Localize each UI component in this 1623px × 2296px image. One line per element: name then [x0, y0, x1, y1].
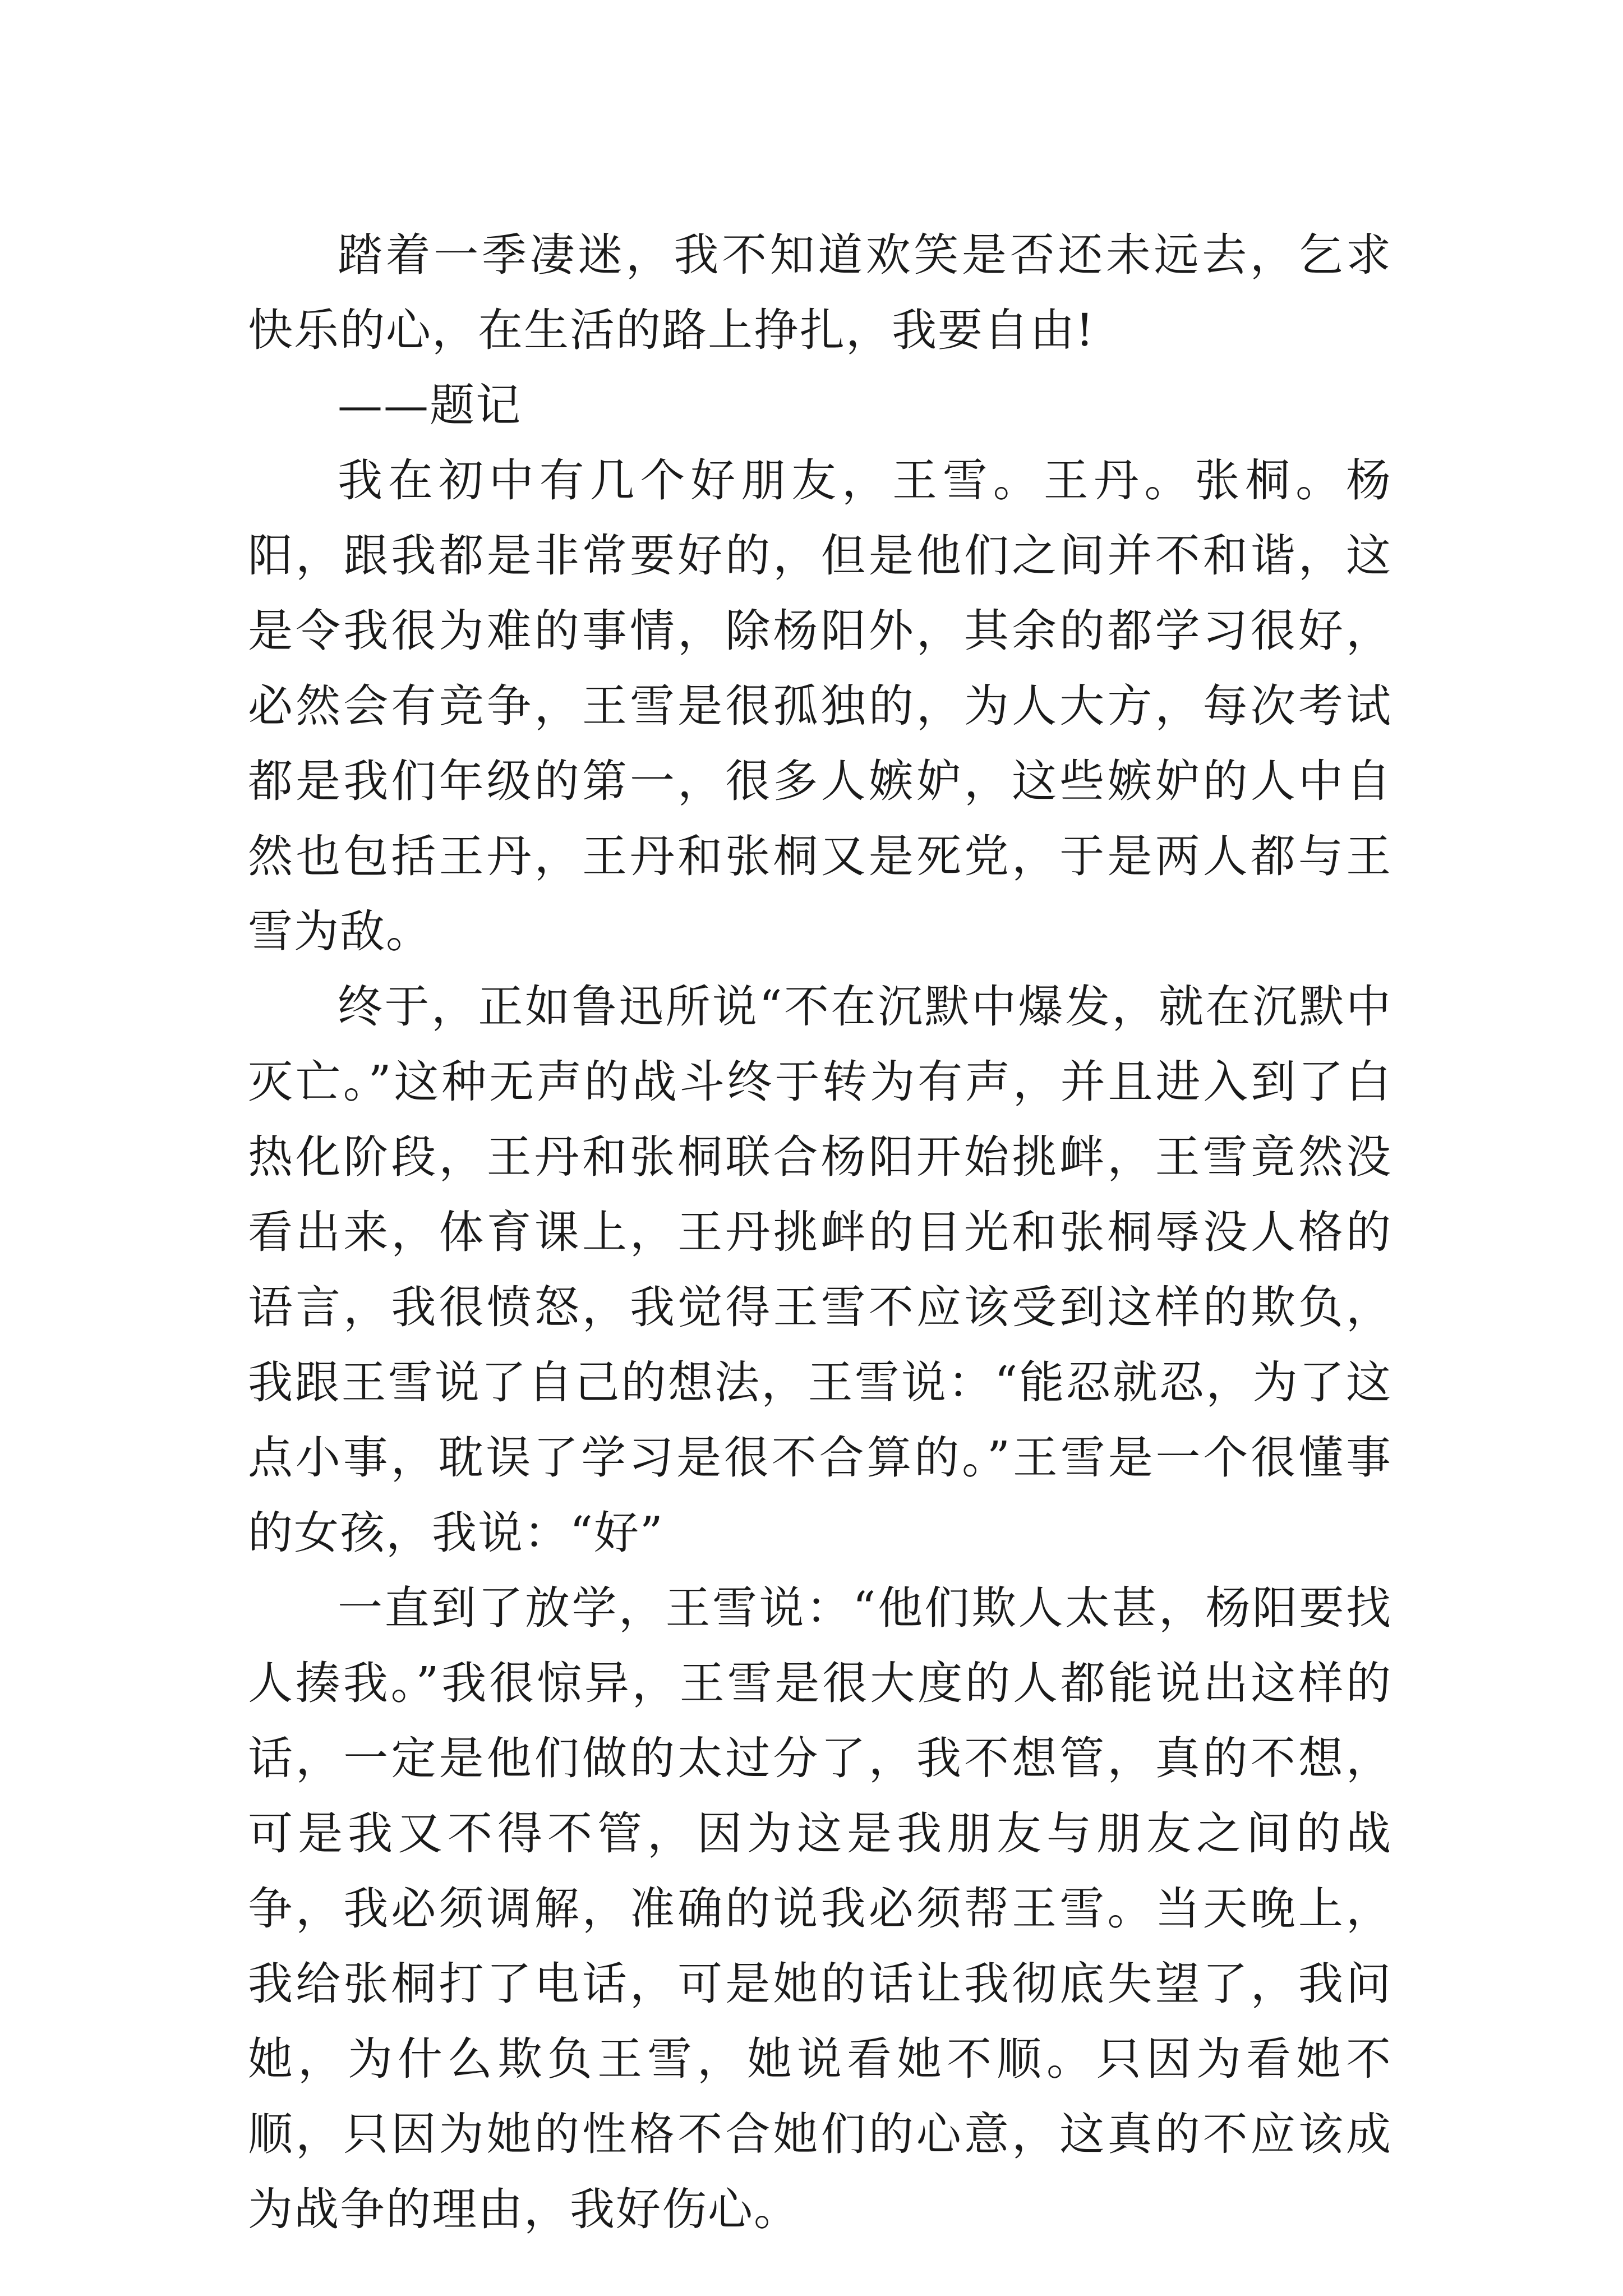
document-body	[248, 218, 1392, 2247]
inscription: ——题记	[338, 379, 522, 431]
paragraph-3: 一直到了放学，王雪说：“他们欺人太甚，杨阳要找人揍我。”我很惊异，王雪是很大度的人都能说出这样的话，一定是他们做的太过分了，我不想管，真的不想，可是我又不得不管，因为这是我朋友与朋友之间的战争，我必须调解，准确的说我必须帮王雪。当天晚上，我给张桐打了电话，可是她的话让我彻底失望了，我问她，为什么欺负王雪，她说看她不顺。只因为看她不顺，只因为她的性格不合她们的心意，这真的不应该成为战争的理由，我好伤心。	[248, 1582, 1392, 2235]
paragraph-1: 我在初中有几个好朋友，王雪。王丹。张桐。杨阳，跟我都是非常要好的，但是他们之间并不和谐，这是令我很为难的事情，除杨阳外，其余的都学习很好，必然会有竞争，王雪是很孤独的，为人大方，每次考试都是我们年级的第一，很多人嫉妒，这些嫉妒的人中自然也包括王丹，王丹和张桐又是死党，于是两人都与王雪为敌。	[248, 454, 1392, 958]
paragraph-2: 终于，正如鲁迅所说“不在沉默中爆发，就在沉默中灭亡。”这种无声的战斗终于转为有声，并且进入到了白热化阶段，王丹和张桐联合杨阳开始挑衅，王雪竟然没看出来，体育课上，王丹挑衅的目光和张桐辱没人格的语言，我很愤怒，我觉得王雪不应该受到这样的欺负，我跟王雪说了自己的想法，王雪说：“能忍就忍，为了这点小事，耽误了学习是很不合算的。”王雪是一个很懂事的女孩，我说：“好”	[248, 981, 1392, 1559]
epigraph: 踏着一季凄迷，我不知道欢笑是否还未远去，乞求快乐的心，在生活的路上挣扎，我要自由!	[248, 229, 1392, 356]
